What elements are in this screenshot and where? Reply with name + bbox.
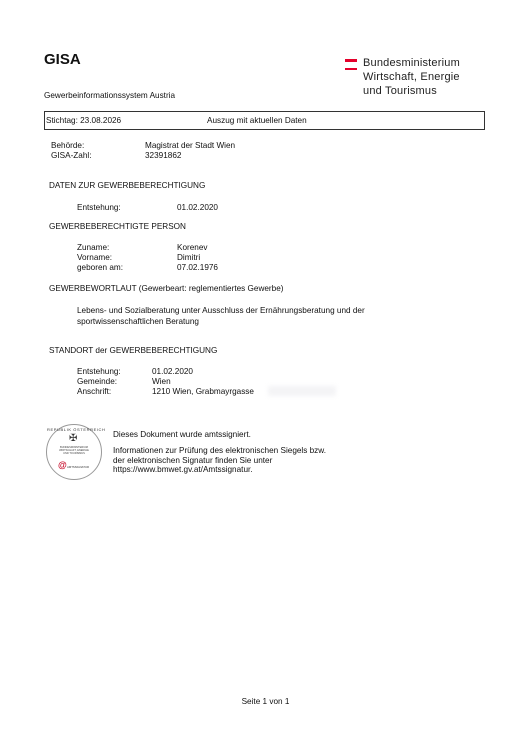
gemeinde-label: Gemeinde: [77, 377, 118, 386]
ministry-line-1: Bundesministerium [363, 57, 460, 69]
wortlaut-line-1: Lebens- und Sozialberatung unter Ausschluss der Ernährungsberatung und der [77, 306, 365, 315]
person-heading: GEWERBEBERECHTIGTE PERSON [49, 222, 186, 231]
document-subtitle: Gewerbeinformationssystem Austria [44, 91, 176, 100]
standort-heading: STANDORT der GEWERBEBERECHTIGUNG [49, 346, 218, 355]
signature-info [113, 446, 343, 475]
wortlaut-line-2: sportwissenschaftlichen Beratung [77, 317, 199, 326]
gewerbe-heading: DATEN ZUR GEWERBEBERECHTIGUNG [49, 181, 206, 190]
geboren-value: 07.02.1976 [177, 263, 218, 272]
signed-statement: Dieses Dokument wurde amtssigniert. [113, 430, 251, 439]
zuname-label: Zuname: [77, 243, 110, 252]
vorname-label: Vorname: [77, 253, 113, 262]
eagle-icon: ✠ [69, 433, 78, 444]
behoerde-label: Behörde: [51, 141, 85, 150]
geboren-label: geboren am: [77, 263, 123, 272]
flag-stripe-bottom [345, 68, 357, 71]
zuname-value: Korenev [177, 243, 208, 252]
signature-info-line-2: der elektronischen Signatur finden Sie unter [113, 455, 273, 465]
wortlaut-text [77, 305, 417, 327]
gisa-label: GISA-Zahl: [51, 151, 92, 160]
seal-inner-text [51, 446, 97, 456]
standort-entstehung-label: Entstehung: [77, 367, 121, 376]
flag-stripe-top [345, 59, 357, 62]
seal-inner-line-3: UND TOURISMUS [63, 452, 85, 456]
seal-arc-text: REPUBLIK ÖSTERREICH [47, 427, 106, 432]
ministry-line-3: und Tourismus [363, 85, 437, 97]
anschrift-value: 1210 Wien, Grabmayrgasse [152, 387, 254, 396]
signature-info-link[interactable]: https://www.bmwet.gv.at/Amtssignatur. [113, 465, 253, 474]
austrian-flag-icon [345, 59, 357, 72]
flag-stripe-middle [345, 63, 357, 66]
behoerde-value: Magistrat der Stadt Wien [145, 141, 236, 150]
stichtag-date: Stichtag: 23.08.2026 [46, 116, 122, 125]
gewerbe-entstehung-label: Entstehung: [77, 203, 121, 212]
gemeinde-value: Wien [152, 377, 171, 386]
anschrift-label: Anschrift: [77, 387, 112, 396]
signature-info-line-1: Informationen zur Prüfung des elektronischen Siegels bzw. [113, 446, 326, 455]
ministry-name [363, 56, 460, 98]
gisa-value: 32391862 [145, 151, 182, 160]
official-seal [46, 424, 106, 480]
extract-note: Auszug mit aktuellen Daten [207, 116, 307, 125]
page-number: Seite 1 von 1 [241, 697, 290, 706]
seal-inner-line-2: WIRTSCHAFT, ENERGIE [59, 449, 89, 453]
standort-entstehung-value: 01.02.2020 [152, 367, 193, 376]
redacted-address-detail [268, 386, 336, 396]
ministry-line-2: Wirtschaft, Energie [363, 71, 460, 83]
wortlaut-heading: GEWERBEWORTLAUT (Gewerbeart: reglementiertes Gewerbe) [49, 284, 284, 293]
gewerbe-entstehung-value: 01.02.2020 [177, 203, 218, 212]
document-title: GISA [44, 51, 81, 68]
vorname-value: Dimitri [177, 253, 201, 262]
seal-bottom-text: AMTSSIGNATUR [67, 465, 90, 469]
at-sign-icon: @ [58, 460, 67, 470]
seal-inner-line-1: BUNDESMINISTERIUM [60, 446, 88, 449]
